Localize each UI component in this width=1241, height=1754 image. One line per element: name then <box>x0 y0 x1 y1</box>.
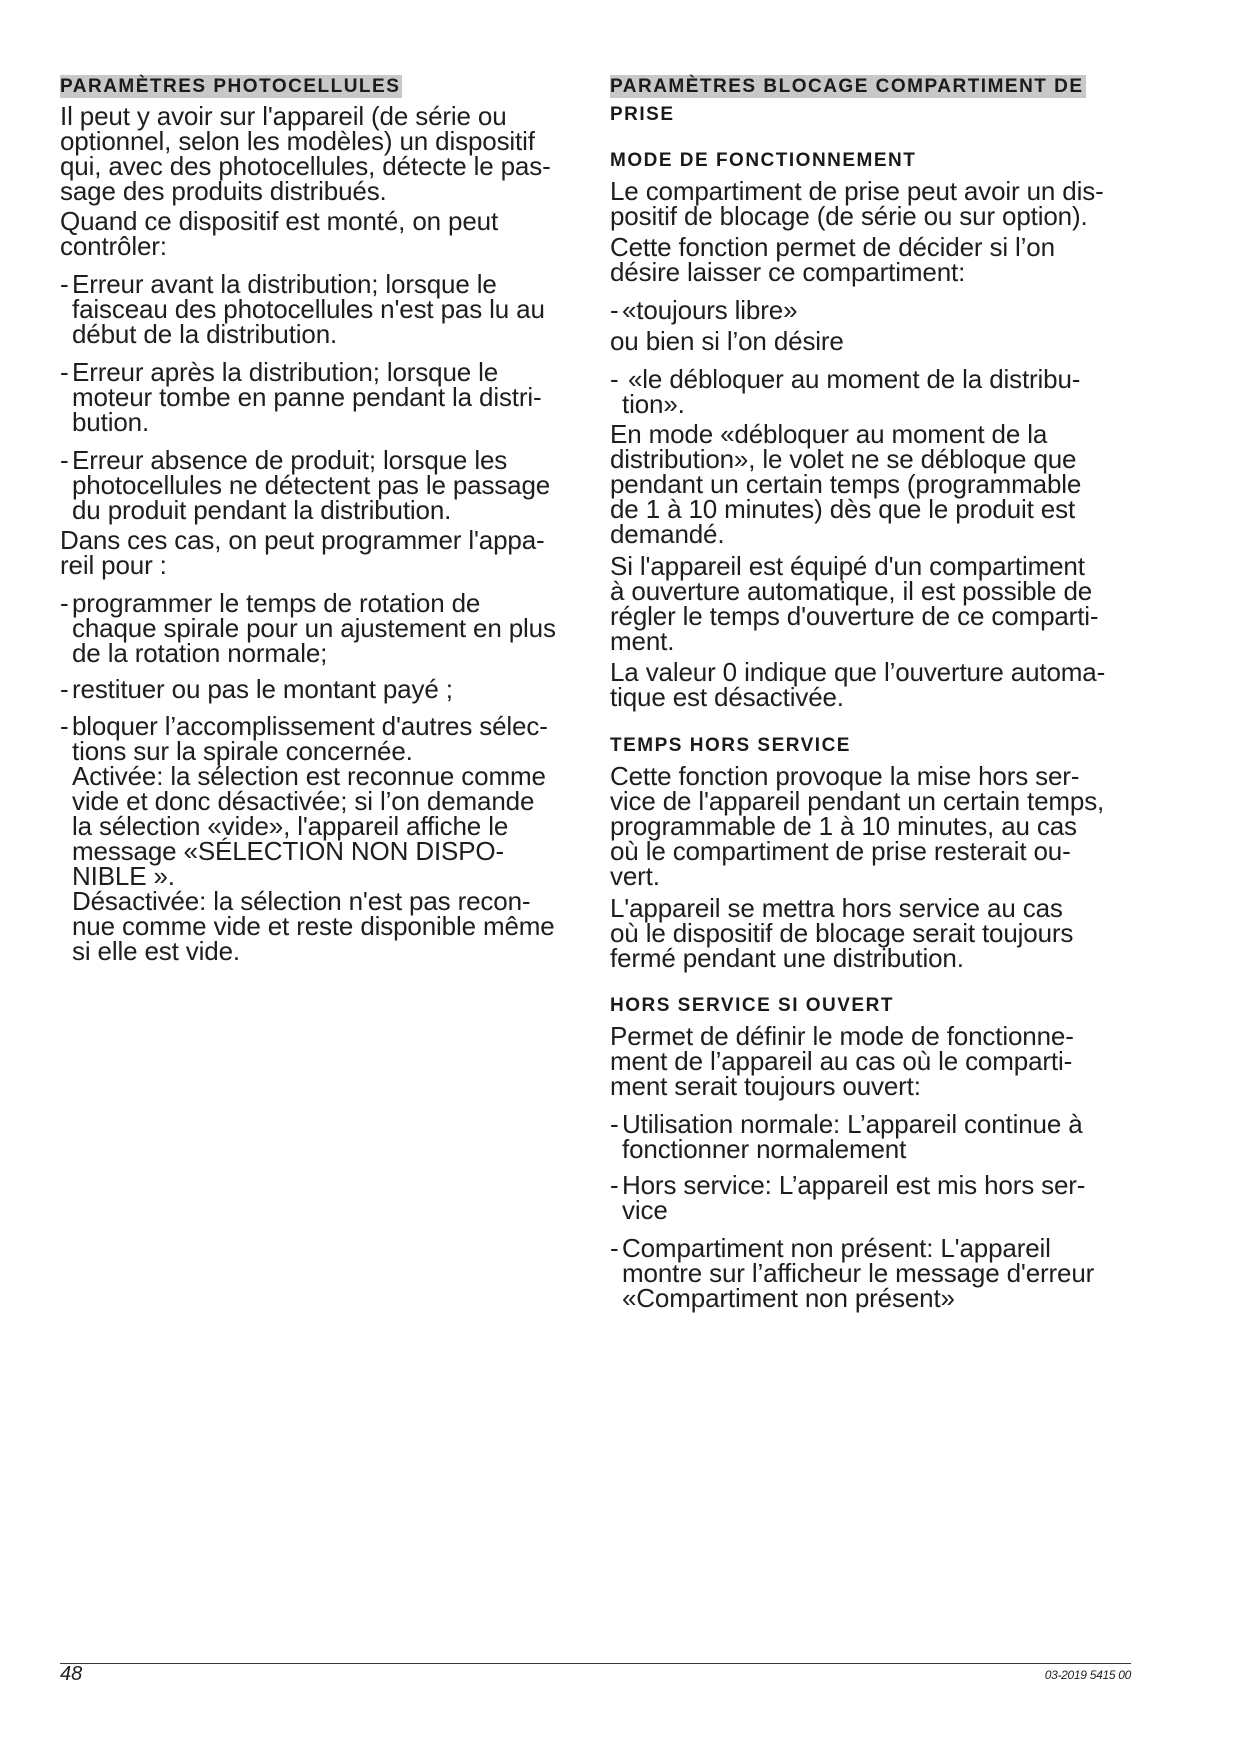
paragraph <box>610 892 1135 973</box>
list-item <box>610 295 1135 326</box>
text-line: programmer le temps de rotation de <box>72 587 481 618</box>
list-marker: - <box>60 674 69 705</box>
text-line: photocellules ne détectent pas le passage <box>72 469 551 500</box>
list-marker: - <box>60 357 69 387</box>
footer-rule <box>60 1663 1131 1664</box>
list-item <box>610 1233 1135 1314</box>
text-line: Erreur avant la distribution; lorsque le <box>72 269 497 300</box>
text-line: ment. <box>610 625 675 656</box>
text-line: fermé pendant une distribution. <box>610 942 964 973</box>
paragraph <box>610 550 1135 656</box>
text-line: En mode «débloquer au moment de la <box>610 418 1048 449</box>
text-line: du produit pendant la distribution. <box>72 494 452 525</box>
paragraph <box>610 325 1135 356</box>
text-line: de 1 à 10 minutes) dès que le produit est <box>610 493 1076 524</box>
heading-highlight: PARAMÈTRES BLOCAGE COMPARTIMENT DE <box>610 76 1084 97</box>
right-column <box>610 0 1135 1600</box>
list-marker: - <box>610 1233 619 1264</box>
list-marker: - <box>60 587 69 618</box>
text-line: ment de l’appareil au cas où le comparti- <box>610 1045 1073 1076</box>
list-marker: - <box>610 363 619 394</box>
text-line: où le dispositif de blocage serait toujours <box>610 917 1074 948</box>
section-heading-continuation: PRISE <box>610 103 675 125</box>
text-line: Activée: la sélection est reconnue comme <box>72 761 546 792</box>
text-line: ment serait toujours ouvert: <box>610 1070 921 1101</box>
text-line: bution. <box>72 407 150 437</box>
text-line: régler le temps d'ouverture de ce comparti- <box>610 600 1099 631</box>
list-item <box>610 1108 1135 1164</box>
text-line: de la rotation normale; <box>72 637 328 668</box>
left-column <box>60 0 580 1600</box>
text-line: vice <box>622 1195 668 1226</box>
list-item <box>610 363 1135 419</box>
text-line: vert. <box>610 860 660 891</box>
section-heading <box>610 75 1086 99</box>
text-line: Il peut y avoir sur l'appareil (de série ou <box>60 100 507 131</box>
document-code: 03-2019 5415 00 <box>1044 1668 1131 1682</box>
paragraph <box>610 418 1135 549</box>
section-heading <box>60 75 402 99</box>
text-line: restituer ou pas le montant payé ; <box>72 674 453 705</box>
paragraph <box>610 760 1135 891</box>
list-item <box>60 587 580 668</box>
text-line: Si l'appareil est équipé d'un compartiment <box>610 550 1085 581</box>
subsection-title: TEMPS HORS SERVICE <box>610 734 851 756</box>
text-line: début de la distribution. <box>72 319 338 350</box>
list-marker: - <box>610 1170 619 1201</box>
text-line: Cette fonction provoque la mise hors ser- <box>610 760 1080 791</box>
list-item <box>60 444 580 525</box>
text-line: Désactivée: la sélection n'est pas recon- <box>72 886 531 917</box>
text-line: Dans ces cas, on peut programmer l'appa- <box>60 524 545 555</box>
text-line: distribution», le volet ne se débloque que <box>610 443 1077 474</box>
paragraph <box>610 232 1135 288</box>
text-line: Hors service: L’appareil est mis hors ser- <box>622 1170 1086 1201</box>
text-line: Erreur absence de produit; lorsque les <box>72 444 508 475</box>
text-line: La valeur 0 indique que l’ouverture automa- <box>610 657 1106 688</box>
text-line: faisceau des photocellules n'est pas lu au <box>72 294 545 325</box>
text-line: Compartiment non présent: L'appareil <box>622 1233 1051 1264</box>
list-item <box>60 269 580 350</box>
text-line: pendant un certain temps (programmable <box>610 468 1082 499</box>
paragraph <box>60 206 580 262</box>
text-line: Permet de définir le mode de fonctionne- <box>610 1020 1074 1051</box>
text-line: désire laisser ce compartiment: <box>610 257 966 288</box>
subsection-title: MODE DE FONCTIONNEMENT <box>610 149 917 171</box>
text-line: bloquer l’accomplissement d'autres sélec- <box>72 711 548 742</box>
text-line: vice de l'appareil pendant un certain temps, <box>610 785 1105 816</box>
paragraph <box>610 175 1135 231</box>
list-marker: - <box>60 711 69 742</box>
text-line: «toujours libre» <box>622 295 798 326</box>
paragraph <box>60 524 580 580</box>
text-line: montre sur l’afficheur le message d'erreur <box>622 1258 1095 1289</box>
list-item <box>60 674 580 705</box>
text-line: Utilisation normale: L’appareil continue à <box>622 1108 1083 1139</box>
text-line: Le compartiment de prise peut avoir un dis- <box>610 175 1104 206</box>
text-line: à ouverture automatique, il est possible de <box>610 575 1093 606</box>
text-line: qui, avec des photocellules, détecte le pas- <box>60 150 551 181</box>
text-line: «Compartiment non présent» <box>622 1283 955 1314</box>
text-line: Erreur après la distribution; lorsque le <box>72 357 499 387</box>
text-line: ou bien si l’on désire <box>610 325 844 356</box>
text-line: moteur tombe en panne pendant la distri- <box>72 382 542 412</box>
heading-highlight: PARAMÈTRES PHOTOCELLULES <box>60 76 401 97</box>
paragraph <box>610 657 1135 713</box>
list-marker: - <box>610 295 619 326</box>
text-line: sage des produits distribués. <box>60 175 387 206</box>
text-line: tions sur la spirale concernée. <box>72 736 413 767</box>
text-line: Quand ce dispositif est monté, on peut <box>60 206 499 237</box>
list-marker: - <box>60 269 69 300</box>
text-line: nue comme vide et reste disponible même <box>72 911 555 942</box>
text-line: demandé. <box>610 518 725 549</box>
list-marker: - <box>60 444 69 475</box>
text-line: vide et donc désactivée; si l’on demande <box>72 786 535 817</box>
text-line: tion». <box>622 388 685 419</box>
text-line: la sélection «vide», l'appareil affiche le <box>72 811 509 842</box>
text-line: si elle est vide. <box>72 936 240 967</box>
text-line: où le compartiment de prise resterait ou- <box>610 835 1071 866</box>
list-item <box>60 711 580 967</box>
list-item <box>60 357 580 437</box>
text-line: programmable de 1 à 10 minutes, au cas <box>610 810 1077 841</box>
text-line: chaque spirale pour un ajustement en plus <box>72 612 556 643</box>
text-line: L'appareil se mettra hors service au cas <box>610 892 1063 923</box>
text-line: NIBLE ». <box>72 861 175 892</box>
text-line: reil pour : <box>60 549 167 580</box>
text-line: positif de blocage (de série ou sur option). <box>610 200 1088 231</box>
text-line: message «SÉLECTION NON DISPO- <box>72 836 504 867</box>
list-marker: - <box>610 1108 619 1139</box>
text-line: contrôler: <box>60 231 167 262</box>
list-item <box>610 1170 1135 1226</box>
paragraph <box>610 1020 1135 1101</box>
text-line: Cette fonction permet de décider si l’on <box>610 232 1055 263</box>
text-line: tique est désactivée. <box>610 682 844 713</box>
page-number: 48 <box>60 1663 83 1685</box>
text-line: «le débloquer au moment de la distribu- <box>628 363 1081 394</box>
paragraph <box>60 100 580 206</box>
text-line: fonctionner normalement <box>622 1133 907 1164</box>
subsection-title: HORS SERVICE SI OUVERT <box>610 994 894 1016</box>
text-line: optionnel, selon les modèles) un dispositif <box>60 125 535 156</box>
